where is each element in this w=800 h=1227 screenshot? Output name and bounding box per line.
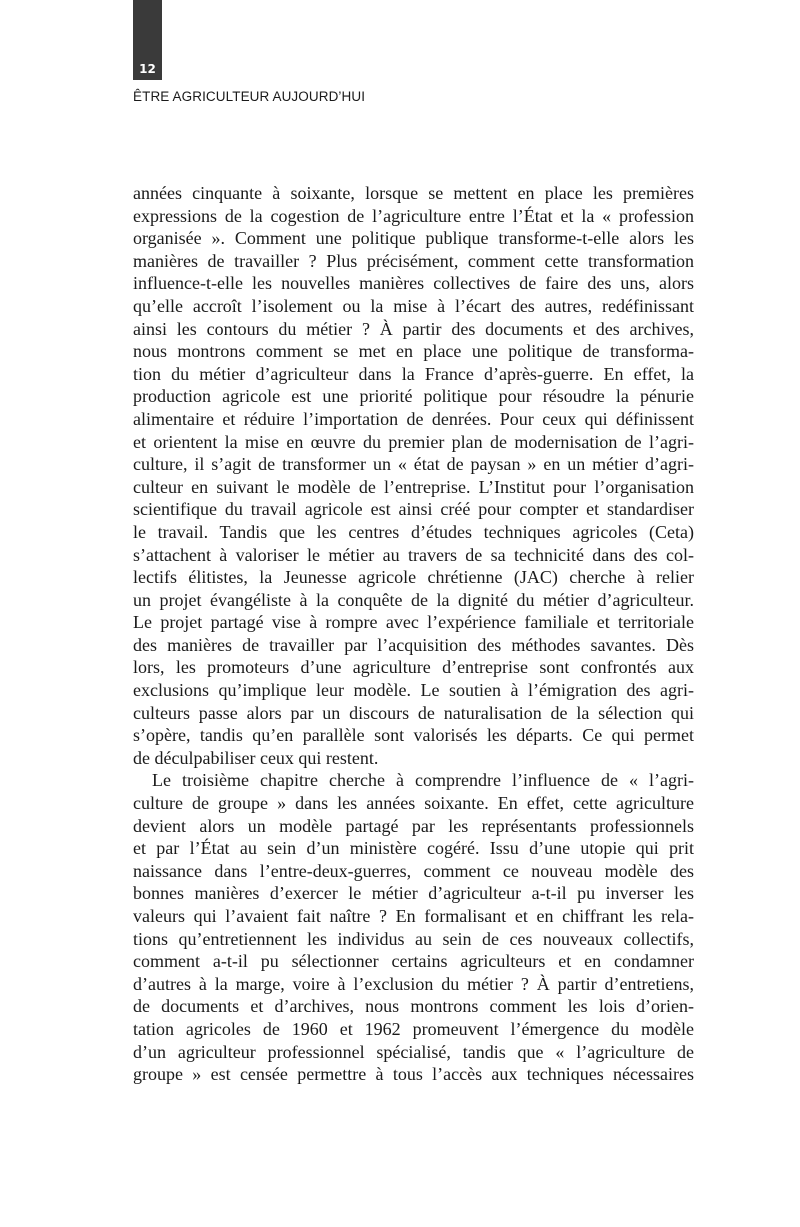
text-line: qu’elle accroît l’isolement ou la mise à l’écart des autres, redéfinissant [133, 295, 694, 316]
text-line: tation agricoles de 1960 et 1962 promeuvent l’émergence du modèle [133, 1018, 694, 1039]
text-line: tions qu’entretiennent les individus au sein de ces nouveaux collectifs, [133, 928, 694, 949]
text-line: lors, les promoteurs d’une agriculture d’entreprise sont confrontés aux [133, 657, 694, 678]
paragraph [133, 182, 694, 769]
text-line: de déculpabiliser ceux qui restent. [133, 747, 379, 768]
running-title: ÊTRE AGRICULTEUR AUJOURD’HUI [133, 89, 366, 104]
text-line: naissance dans l’entre-deux-guerres, comment ce nouveau modèle des [133, 860, 694, 881]
text-line: culture de groupe » dans les années soixante. En effet, cette agriculture [133, 793, 694, 814]
text-line: nous montrons comment se met en place une politique de transforma- [133, 341, 694, 362]
text-line: d’un agriculteur professionnel spécialisé, tandis que « l’agriculture de [133, 1041, 694, 1062]
text-line: expressions de la cogestion de l’agriculture entre l’État et la « profession [133, 205, 694, 226]
text-line: années cinquante à soixante, lorsque se mettent en place les premières [133, 183, 694, 203]
text-line: un projet évangéliste à la conquête de la dignité du métier d’agriculteur. [133, 589, 694, 610]
text-line: tion du métier d’agriculteur dans la France d’après-guerre. En effet, la [133, 363, 694, 384]
text-line: culture, il s’agit de transformer un « état de paysan » en un métier d’agri- [133, 454, 694, 475]
text-line: s’opère, tandis qu’en parallèle sont valorisés les départs. Ce qui permet [133, 725, 694, 746]
text-line: valeurs qui l’avaient fait naître ? En formalisant et en chiffrant les rela- [133, 906, 694, 926]
text-line: de documents et d’archives, nous montrons comment les lois d’orien- [133, 996, 694, 1017]
text-line: et orientent la mise en œuvre du premier plan de modernisation de l’agri- [133, 431, 694, 452]
text-line: exclusions qu’implique leur modèle. Le soutien à l’émigration des agri- [133, 680, 694, 701]
text-line: Le projet partagé vise à rompre avec l’expérience familiale et territoriale [133, 612, 694, 633]
text-line: groupe » est censée permettre à tous l’accès aux techniques nécessaires [133, 1064, 694, 1085]
text-line: influence-t-elle les nouvelles manières collectives de faire des uns, alors [133, 273, 694, 294]
text-line: s’attachent à valoriser le métier au travers de sa technicité dans des col- [133, 544, 694, 565]
text-line: organisée ». Comment une politique publique transforme-t-elle alors les [133, 228, 694, 249]
page-number-band [133, 0, 162, 80]
text-line: devient alors un modèle partagé par les représentants professionnels [133, 815, 694, 836]
body-text [133, 182, 694, 1086]
text-line: Le troisième chapitre cherche à comprendre l’influence de « l’agri- [152, 770, 694, 791]
text-line: et par l’État au sein d’un ministère cogéré. Issu d’une utopie qui prit [133, 838, 694, 859]
text-line: production agricole est une priorité politique pour résoudre la pénurie [133, 386, 694, 407]
text-line: bonnes manières d’exercer le métier d’agriculteur a-t-il pu inverser les [133, 883, 694, 904]
text-line: d’autres à la marge, voire à l’exclusion du métier ? À partir d’entretiens, [133, 973, 694, 994]
text-line: scientifique du travail agricole est ainsi créé pour compter et standardiser [133, 499, 694, 520]
paragraph [133, 769, 694, 1085]
text-line: lectifs élitistes, la Jeunesse agricole chrétienne (JAC) cherche à relier [133, 567, 694, 588]
text-line: manières de travailler ? Plus précisément, comment cette transformation [133, 250, 694, 271]
text-line: le travail. Tandis que les centres d’études techniques agricoles (Ceta) [133, 521, 694, 542]
text-line: culteur en suivant le modèle de l’entreprise. L’Institut pour l’organisation [133, 476, 694, 497]
text-line: alimentaire et réduire l’importation de denrées. Pour ceux qui définissent [133, 408, 694, 429]
page-number: 12 [139, 62, 156, 76]
text-line: culteurs passe alors par un discours de naturalisation de la sélection qui [133, 702, 694, 723]
text-line: comment a-t-il pu sélectionner certains agriculteurs et en condamner [133, 951, 694, 972]
text-line: ainsi les contours du métier ? À partir des documents et des archives, [133, 318, 694, 339]
text-line: des manières de travailler par l’acquisition des méthodes savantes. Dès [133, 634, 694, 655]
